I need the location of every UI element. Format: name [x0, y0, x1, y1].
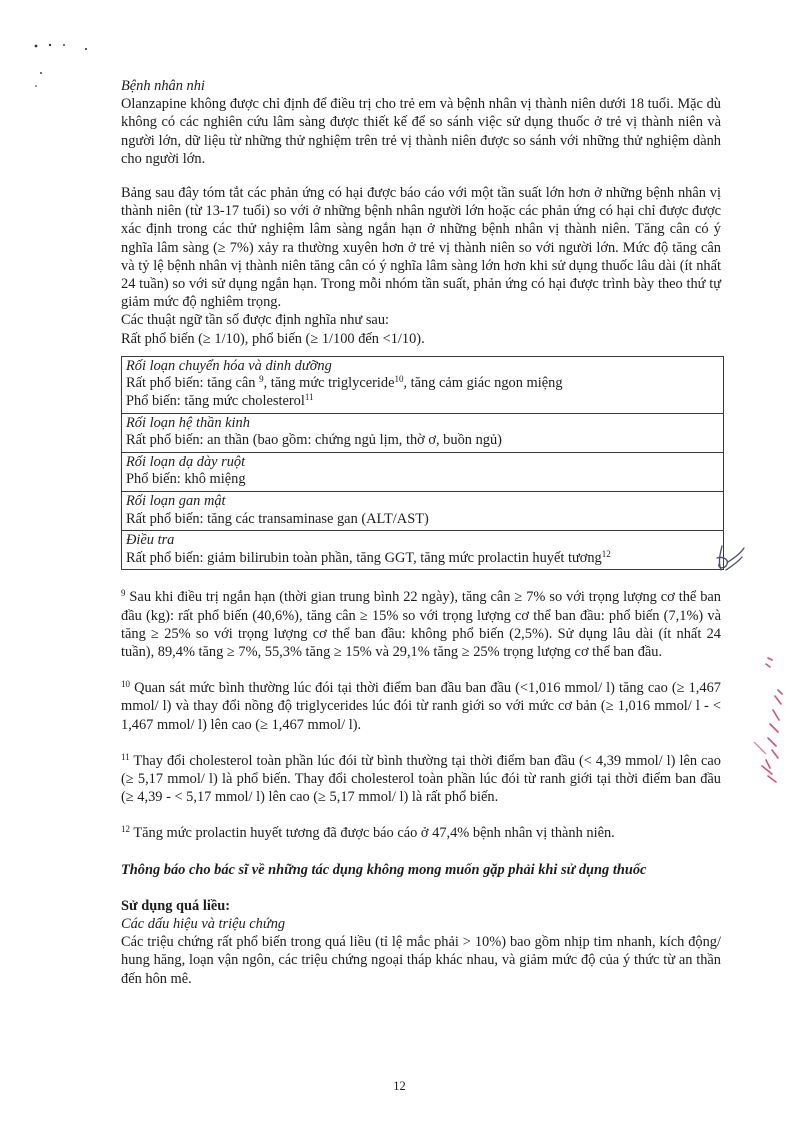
adverse-reactions-table: [121, 356, 724, 571]
reaction-text: Rất phổ biến: tăng các transaminase gan (ALT/AST): [126, 510, 429, 527]
table-row: [122, 452, 724, 491]
scan-speck-marks: [30, 40, 100, 100]
category-label: Rối loạn chuyển hóa và dinh dưỡng: [126, 357, 332, 374]
footnote-9: $^9$ Sau khi điều trị ngắn hạn (thời gian trung bình 22 ngày), tăng cân ≥ 7% so với trọng lượng cơ thể ban đầu (kg): rất phổ biến (40,6%), tăng cân ≥ 15% so với trọng lượng cơ thể ban đầu: phổ biến (7,1%) và tăng ≥ 25% so với trọng lượng cơ thể ban đầu: không phổ biến (2,5%). Sử dụng lâu dài (ít nhất 24 tuần), 89,4% tăng ≥ 7%, 55,3% tăng ≥ 15% và 29,1% tăng ≥ 25% trọng lượng cơ thể ban đầu.: [121, 588, 721, 660]
table-cell: [122, 452, 724, 491]
footnote-12: $^{12}$ Tăng mức prolactin huyết tương đã được báo cáo ở 47,4% bệnh nhân vị thành niên.: [121, 824, 615, 842]
frequency-definition: Rất phổ biến (≥ 1/10), phổ biến (≥ 1/100 đến <1/10).: [121, 330, 425, 347]
page-content: [121, 77, 721, 988]
table-row: [122, 492, 724, 531]
physician-notice: Thông báo cho bác sĩ về những tác dụng không mong muốn gặp phải khi sử dụng thuốc: [121, 861, 647, 878]
partial-stamp-mark: [748, 650, 788, 790]
reaction-text: Rất phổ biến: giảm bilirubin toàn phần, tăng GGT, tăng mức prolactin huyết tương$^{12}$: [126, 548, 611, 566]
page-number: 12: [393, 1079, 406, 1093]
footnote-10: $^{10}$ Quan sát mức bình thường lúc đói tại thời điểm ban đầu ban đầu (<1,016 mmol/ l) tăng cao (≥ 1,467 mmol/ l) và thay đổi nồng độ triglycerides lúc đói từ ranh giới so với mức cơ bản (≥ 1,016 mmol/ l - < 1,467 mmol/ l) lên cao (≥ 1,467 mmol/ l).: [121, 679, 721, 733]
table-cell: [122, 356, 724, 413]
overdose-heading: Sử dụng quá liều:: [121, 897, 231, 914]
table-row: [122, 531, 724, 570]
overdose-subheading: Các dấu hiệu và triệu chứng: [121, 916, 286, 933]
table-row: [122, 413, 724, 452]
frequency-intro: Các thuật ngữ tần số được định nghĩa như sau:: [121, 312, 390, 329]
reaction-text: Rất phổ biến: an thần (bao gồm: chứng ngủ lịm, thờ ơ, buồn ngủ): [126, 432, 502, 449]
reaction-text: Phổ biến: tăng mức cholesterol$^{11}$: [126, 392, 314, 410]
overdose-text: Các triệu chứng rất phổ biến trong quá liều (tỉ lệ mắc phải > 10%) bao gồm nhịp tim nhanh, kích động/ hung hăng, loạn vận ngôn, các triệu chứng ngoại tháp khác nhau, và giảm mức độ của ý thức từ an thần đến hôn mê.: [121, 934, 721, 987]
table-cell: [122, 531, 724, 570]
table-row: [122, 356, 724, 413]
reaction-text: Rất phổ biến: tăng cân $^9$, tăng mức triglyceride$^{10}$, tăng cảm giác ngon miệng: [126, 374, 563, 392]
category-label: Rối loạn hệ thần kinh: [126, 414, 250, 431]
table-cell: [122, 413, 724, 452]
reaction-text: Phổ biến: khô miệng: [126, 471, 246, 488]
section-heading-pediatric: Bệnh nhân nhi: [121, 78, 205, 94]
pediatric-paragraph-2: Bảng sau đây tóm tắt các phản ứng có hại được báo cáo với một tần suất lớn hơn ở những bệnh nhân vị thành niên (từ 13-17 tuổi) so với ở những bệnh nhân người lớn hoặc các phản ứng có hại chỉ được được xác định trong các thử nghiệm lâm sàng ngắn hạn ở những bệnh nhân vị thành niên. Tăng cân có ý nghĩa lâm sàng (≥ 7%) xảy ra thường xuyên hơn ở trẻ vị thành niên so với người lớn. Mức độ tăng cân và tỷ lệ bệnh nhân vị thành niên tăng cân có ý nghĩa lâm sàng lớn hơn khi sử dụng thuốc lâu dài (ít nhất 24 tuần) so với sử dụng ngắn hạn. Trong mỗi nhóm tần suất, phản ứng có hại được trình bày theo thứ tự giảm mức độ nghiêm trọng.: [121, 185, 721, 311]
pediatric-paragraph-1: Olanzapine không được chỉ định để điều trị cho trẻ em và bệnh nhân vị thành niên dưới 18 tuổi. Mặc dù không có các nghiên cứu lâm sàng được thiết kế để so sánh việc sử dụng thuốc ở trẻ vị thành niên và người lớn, dữ liệu từ những thử nghiệm trên trẻ vị thành niên được so sánh với những thử nghiệm dành cho người lớn.: [121, 96, 721, 167]
footnote-11: $^{11}$ Thay đổi cholesterol toàn phần lúc đói từ bình thường tại thời điểm ban đầu (< 4,39 mmol/ l) lên cao (≥ 5,17 mmol/ l) là phổ biến. Thay đổi cholesterol toàn phần lúc đói từ ranh giới tại thời điểm ban đầu (≥ 4,39 - < 5,17 mmol/ l) lên cao (≥ 5,17 mmol/ l) là rất phổ biến.: [121, 751, 721, 806]
handwritten-signature-mark: [708, 540, 748, 580]
category-label: Điều tra: [126, 532, 175, 549]
category-label: Rối loạn gan mật: [126, 493, 226, 509]
table-cell: [122, 492, 724, 531]
category-label: Rối loạn dạ dày ruột: [126, 453, 246, 470]
